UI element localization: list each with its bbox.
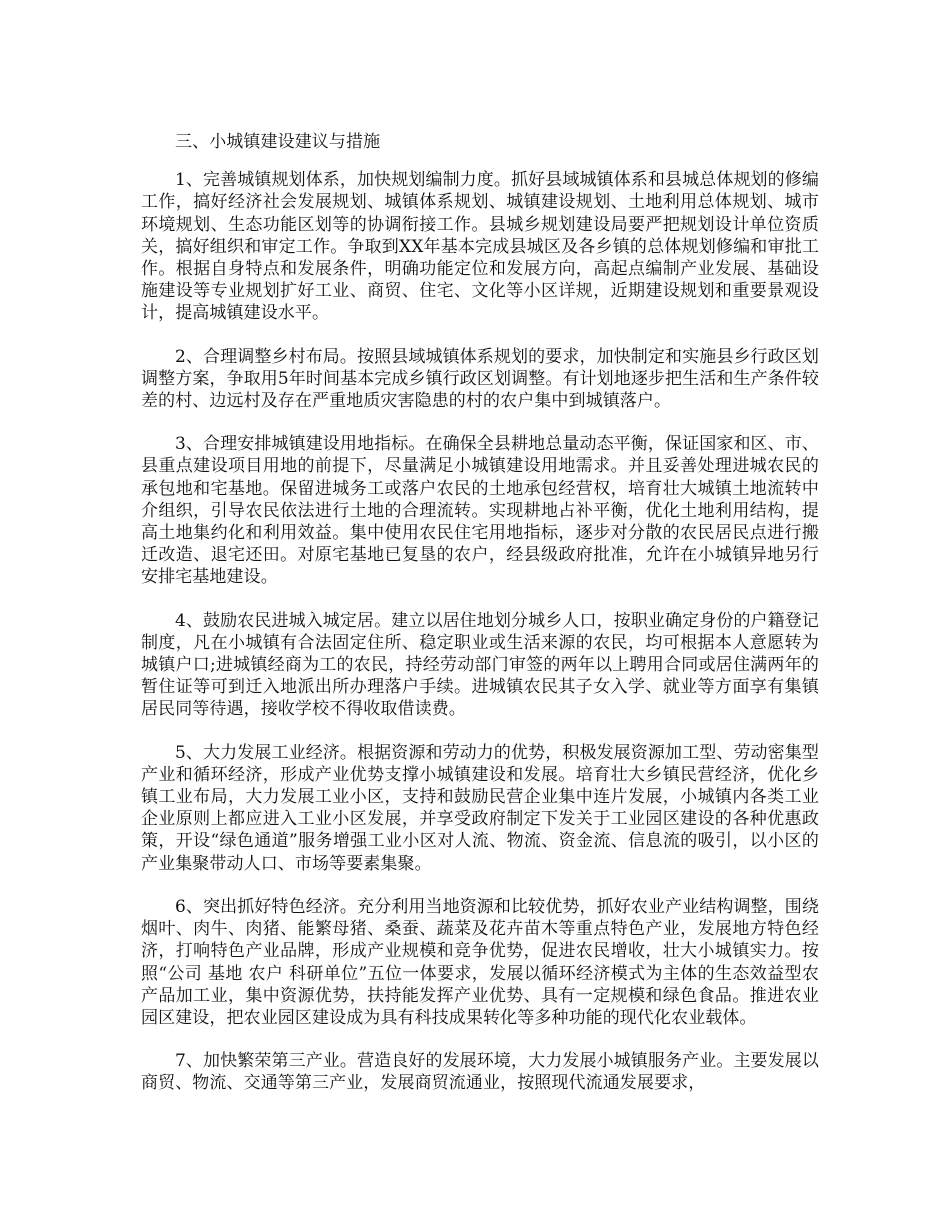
document-body	[141, 131, 819, 1095]
paragraph-3: 3、合理安排城镇建设用地指标。在确保全县耕地总量动态平衡，保证国家和区、市、县重点建设项目用地的前提下，尽量满足小城镇建设用地需求。并且妥善处理进城农民的承包地和宅基地。保留进城务工或落户农民的土地承包经营权，培育壮大城镇土地流转中介组织，引导农民依法进行土地的合理流转。实现耕地占补平衡，优化土地利用结构，提高土地集约化和利用效益。集中使用农民住宅用地指标，逐步对分散的农民居民点进行搬迁改造、退宅还田。对原宅基地已复垦的农户，经县级政府批准，允许在小城镇异地另行安排宅基地建设。	[141, 434, 819, 588]
paragraph-2: 2、合理调整乡村布局。按照县域城镇体系规划的要求，加快制定和实施县乡行政区划调整方案，争取用5年时间基本完成乡镇行政区划调整。有计划地逐步把生活和生产条件较差的村、边远村及存在严重地质灾害隐患的村的农户集中到城镇落户。	[141, 346, 819, 412]
paragraph-6: 6、突出抓好特色经济。充分利用当地资源和比较优势，抓好农业产业结构调整，围绕烟叶、肉牛、肉猪、能繁母猪、桑蚕、蔬菜及花卉苗木等重点特色产业，发展地方特色经济，打响特色产业品牌，形成产业规模和竞争优势，促进农民增收，壮大小城镇实力。按照“公司 基地 农户 科研单位”五位一体要求，发展以循环经济模式为主体的生态效益型农产品加工业，集中资源优势，扶持能发挥产业优势、具有一定规模和绿色食品。推进农业园区建设，把农业园区建设成为具有科技成果转化等多种功能的现代化农业载体。	[141, 896, 819, 1028]
paragraph-1: 1、完善城镇规划体系，加快规划编制力度。抓好县域城镇体系和县城总体规划的修编工作，搞好经济社会发展规划、城镇体系规划、城镇建设规划、土地利用总体规划、城市环境规划、生态功能区划等的协调衔接工作。县城乡规划建设局要严把规划设计单位资质关，搞好组织和审定工作。争取到XX年基本完成县城区及各乡镇的总体规划修编和审批工作。根据自身特点和发展条件，明确功能定位和发展方向，高起点编制产业发展、基础设施建设等专业规划扩好工业、商贸、住宅、文化等小区详规，近期建设规划和重要景观设计，提高城镇建设水平。	[141, 170, 819, 324]
paragraph-7: 7、加快繁荣第三产业。营造良好的发展环境，大力发展小城镇服务产业。主要发展以商贸、物流、交通等第三产业，发展商贸流通业，按照现代流通发展要求，	[141, 1051, 819, 1094]
section-heading: 三、小城镇建设建议与措施	[175, 132, 381, 152]
paragraph-4: 4、鼓励农民进城入城定居。建立以居住地划分城乡人口，按职业确定身份的户籍登记制度，凡在小城镇有合法固定住所、稳定职业或生活来源的农民，均可根据本人意愿转为城镇户口;进城镇经商为工的农民，持经劳动部门审签的两年以上聘用合同或居住满两年的暂住证等可到迁入地派出所办理落户手续。进城镇农民其子女入学、就业等方面享有集镇居民同等待遇，接收学校不得收取借读费。	[141, 610, 819, 720]
paragraph-5: 5、大力发展工业经济。根据资源和劳动力的优势，积极发展资源加工型、劳动密集型产业和循环经济，形成产业优势支撑小城镇建设和发展。培育壮大乡镇民营经济，优化乡镇工业布局，大力发展工业小区，支持和鼓励民营企业集中连片发展，小城镇内各类工业企业原则上都应进入工业小区发展，并享受政府制定下发关于工业园区建设的各种优惠政策，开设“绿色通道”服务增强工业小区对人流、物流、资金流、信息流的吸引，以小区的产业集聚带动人口、市场等要素集聚。	[141, 742, 819, 874]
